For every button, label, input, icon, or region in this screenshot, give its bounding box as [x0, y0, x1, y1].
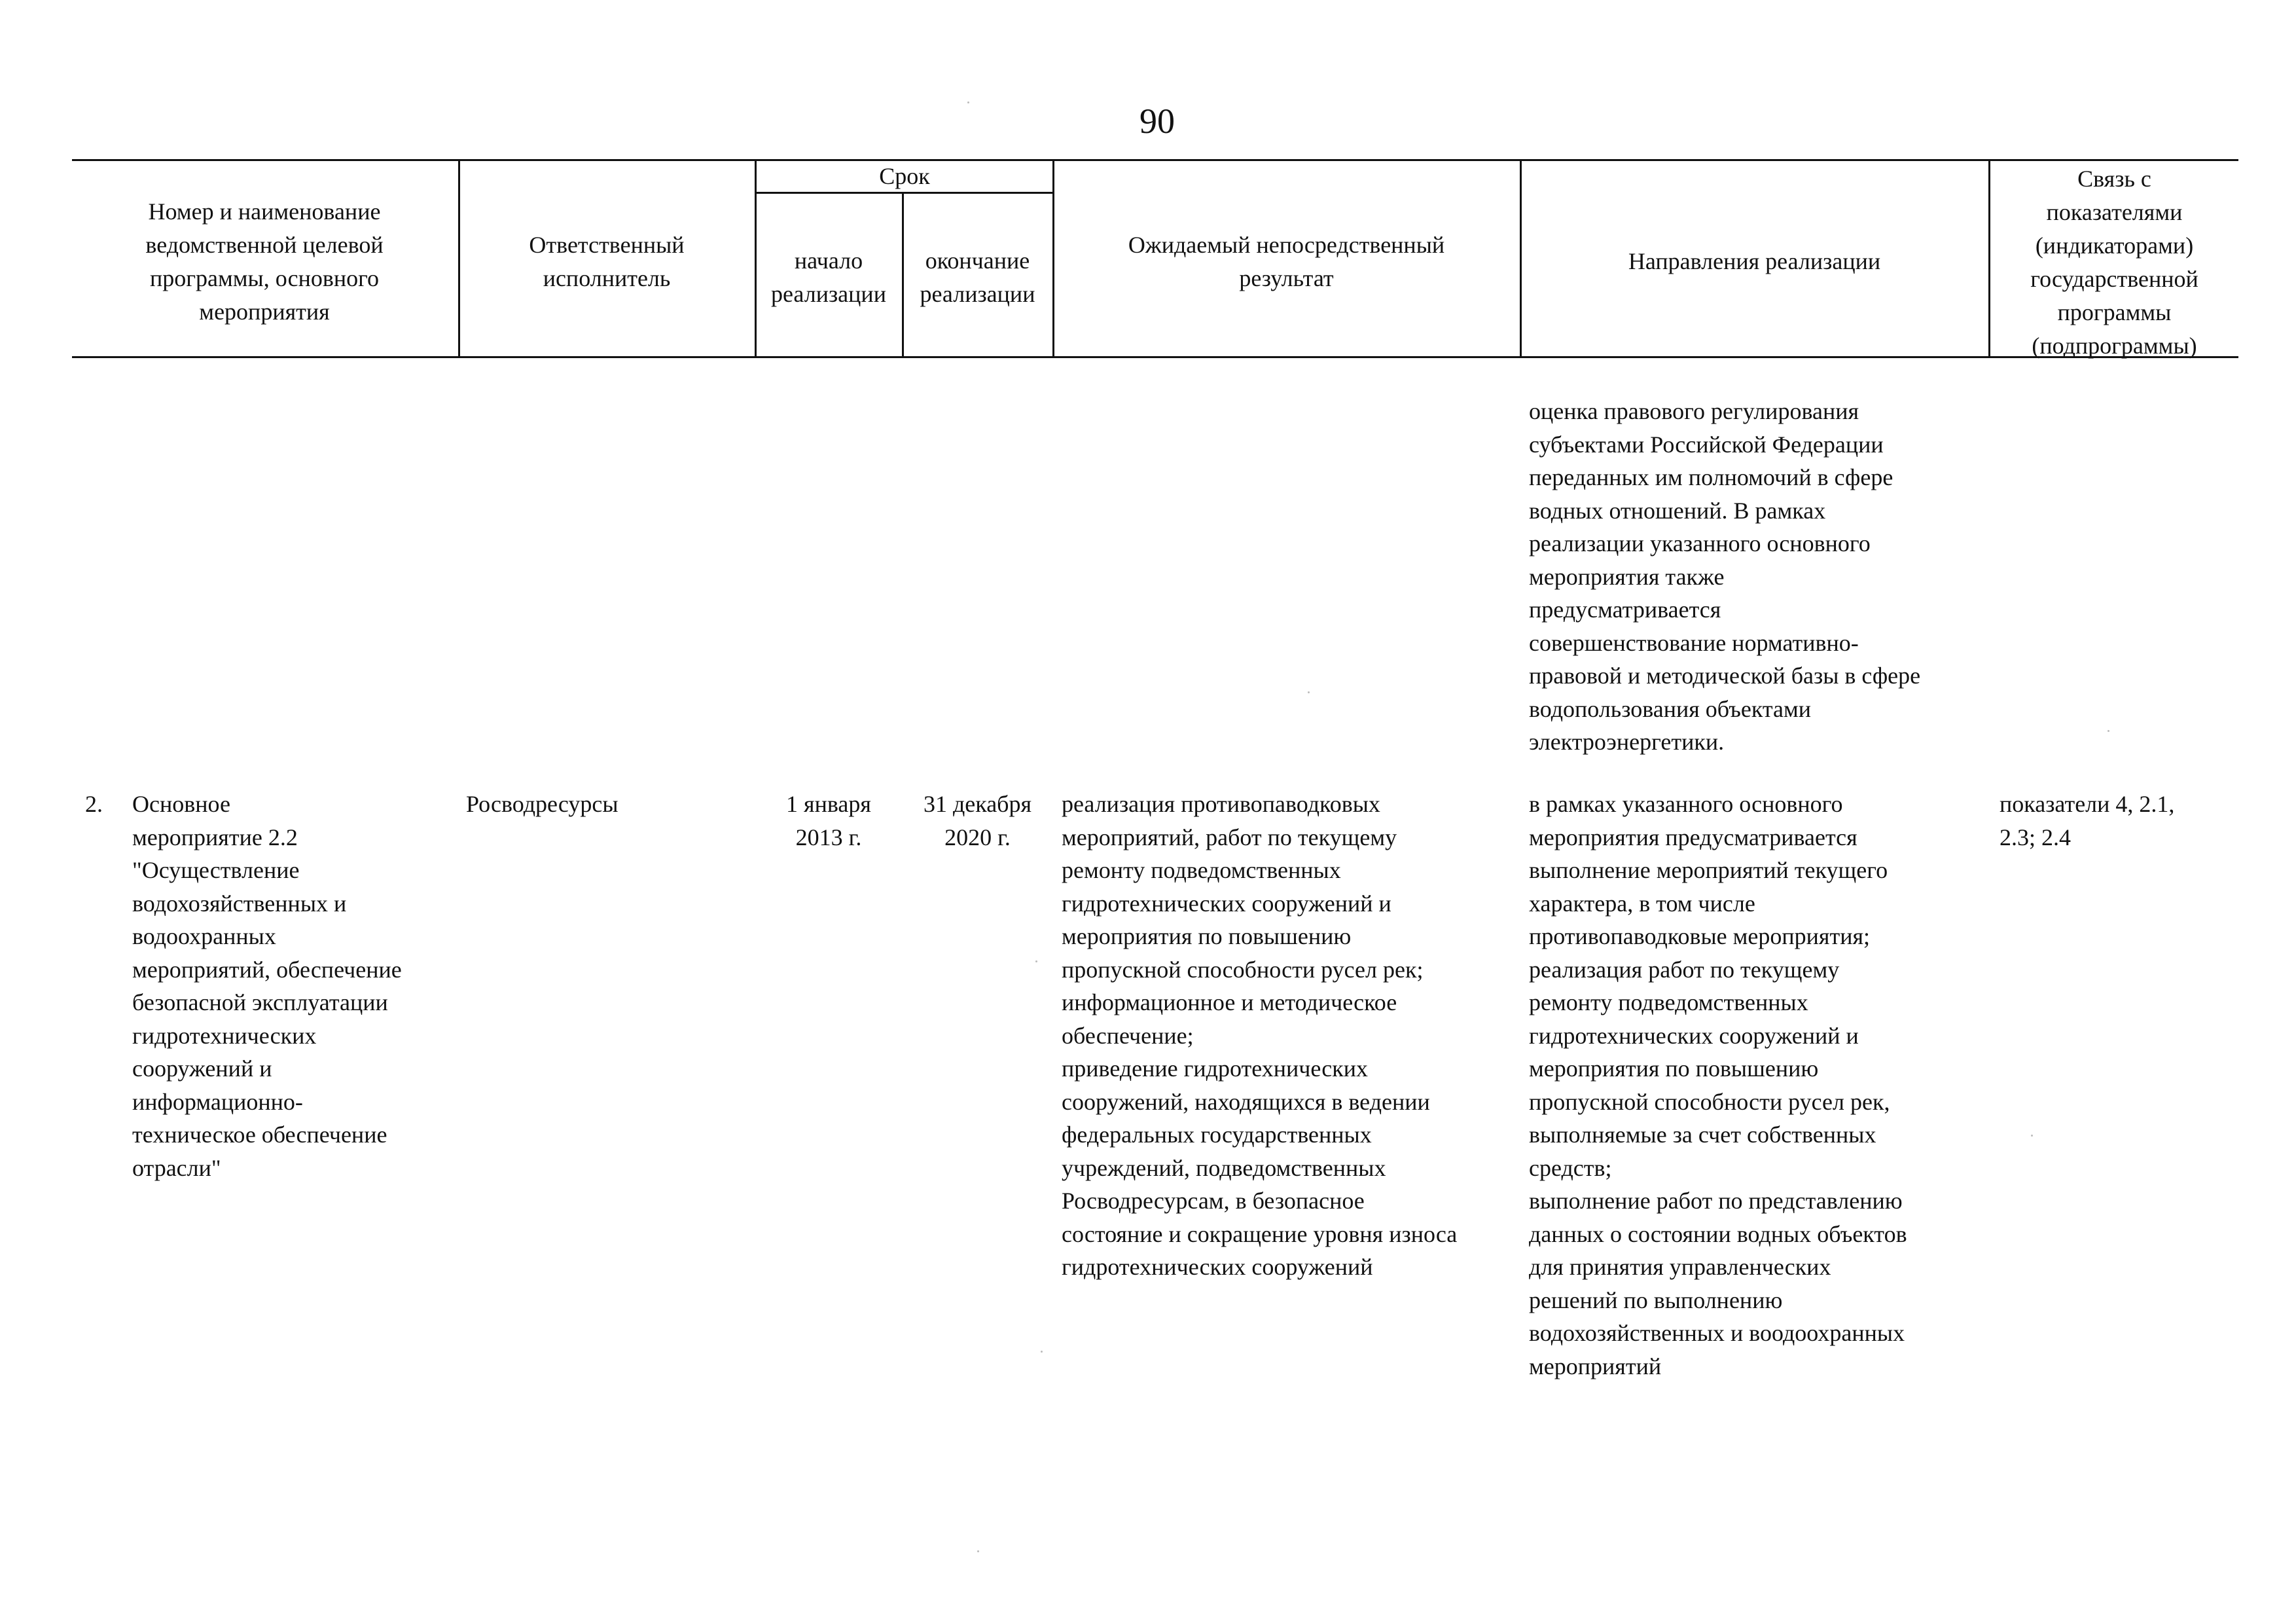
row-directions: в рамках указанного основного мероприятия предусматривается выполнение мероприятий текущего характера, в том числе противопаводковые мероприятия; реализация работ по текущему ремонту подведомственных гидротехнических сооружений и мероприятия по повышению пропускной способности русел рек, выполняемые за счет собственных средств; выполнение работ по представлению данных о состоянии водных объектов для принятия управленческих решений по выполнению водохозяйственных и воодоохранных мероприятий [1529, 791, 1907, 1379]
header-indicator-link: Связь с показателями (индикаторами) государственной программы (подпрограммы) [2030, 166, 2198, 359]
scan-speck [2108, 730, 2109, 732]
row-end-date: 31 декабря 2020 г. [923, 791, 1032, 850]
row-number: 2. [85, 791, 103, 817]
scan-speck [1041, 1351, 1043, 1353]
header-directions: Направления реализации [1628, 248, 1881, 274]
header-bottom-rule [72, 356, 2238, 358]
scan-speck [967, 101, 969, 103]
scan-speck [2031, 1135, 2033, 1137]
scan-speck [977, 1550, 979, 1552]
header-executor: Ответственный исполнитель [529, 232, 685, 291]
scan-speck [1035, 960, 1037, 962]
header-end: окончание реализации [920, 247, 1035, 307]
row-executor: Росводресурсы [466, 791, 619, 817]
row-expected-result: реализация противопаводковых мероприятий, работ по текущему ремонту подведомственных гидротехнических сооружений и мероприятия по повышению пропускной способности русел рек; информационное и методическое обеспечение; приведение гидротехнических сооружений, находящихся в ведении федеральных государственных учреждений, подведомственных Росводресурсам, в безопасное состояние и сокращение уровня износа гидротехнических сооружений [1062, 791, 1458, 1280]
page-number: 90 [1139, 101, 1175, 141]
header-expected-result: Ожидаемый непосредственный результат [1128, 232, 1445, 291]
header-term: Срок [879, 163, 930, 189]
scan-speck [1308, 691, 1310, 693]
table-top-rule [72, 159, 2238, 161]
row-start-date: 1 января 2013 г. [786, 791, 871, 850]
header-program-name: Номер и наименование ведомственной целевой программы, основного мероприятия [145, 198, 384, 325]
header-start: начало реализации [771, 247, 886, 307]
row-program-name: Основное мероприятие 2.2 "Осуществление водохозяйственных и водоохранных мероприятий, обеспечение безопасной эксплуатации гидротехнических сооружений и информационно- техническое обеспечение отрасли" [132, 791, 402, 1181]
row-indicator-link: показатели 4, 2.1, 2.3; 2.4 [2000, 791, 2175, 850]
continuation-directions: оценка правового регулирования субъектами Российской Федерации переданных им полномочий в сфере водных отношений. В рамках реализации указанного основного мероприятия также предусматривается совершенствование нормативно- правовой и методической базы в сфере водопользования объектами электроэнергетики. [1529, 398, 1921, 755]
